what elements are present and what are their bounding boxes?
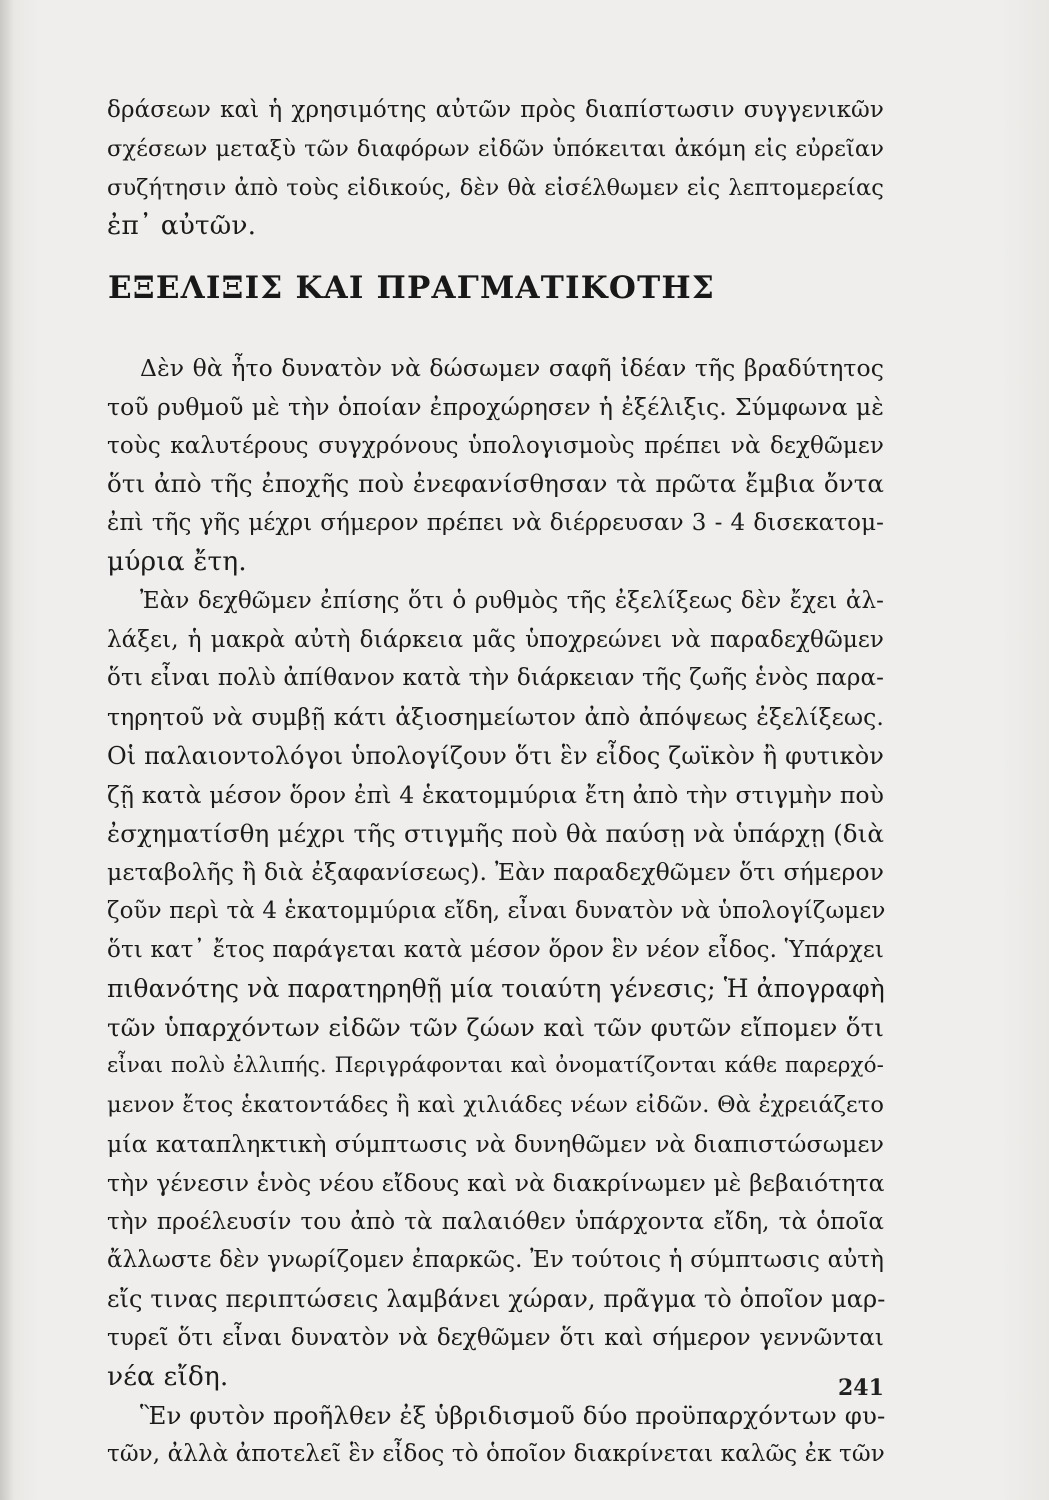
text-line: νέα εἴδη.: [107, 1360, 229, 1392]
text-line: τῶν, ἀλλὰ ἀποτελεῖ ἓν εἶδος τὸ ὁποῖον διακρίνεται καλῶς ἐκ τῶν: [107, 1441, 885, 1468]
text-line: Δὲν θὰ ἦτο δυνατὸν νὰ δώσωμεν σαφῆ ἰδέαν τῆς βραδύτητος: [140, 354, 884, 382]
text-line: ἐσχηματίσθη μέχρι τῆς στιγμῆς ποὺ θὰ παύσῃ νὰ ὑπάρχῃ (διὰ: [107, 818, 884, 848]
text-line: μία καταπληκτικὴ σύμπτωσις νὰ δυνηθῶμεν νὰ διαπιστώσωμεν: [107, 1129, 884, 1158]
page-edge-shadow: [0, 0, 14, 1500]
text-line: δράσεων καὶ ἡ χρησιμότης αὐτῶν πρὸς διαπίστωσιν συγγενικῶν: [107, 97, 884, 123]
text-line: λάξει, ἡ μακρὰ αὐτὴ διάρκεια μᾶς ὑποχρεώνει νὰ παραδεχθῶμεν: [107, 626, 884, 653]
text-line: ζοῦν περὶ τὰ 4 ἑκατομμύρια εἴδη, εἶναι δυνατὸν νὰ ὑπολογίζωμεν: [107, 898, 886, 925]
text-line: ὅτι ἀπὸ τῆς ἐποχῆς ποὺ ἐνεφανίσθησαν τὰ πρῶτα ἔμβια ὄντα: [107, 469, 884, 499]
text-line: ἐπ᾽ αὐτῶν.: [107, 210, 257, 242]
text-line: τὴν γένεσιν ἑνὸς νέου εἴδους καὶ νὰ διακρίνωμεν μὲ βεβαιότητα: [107, 1168, 885, 1197]
text-line: τοῦ ρυθμοῦ μὲ τὴν ὁποίαν ἐπροχώρησεν ἡ ἐξέλιξις. Σύμφωνα μὲ: [107, 392, 884, 421]
text-line: μενον ἔτος ἑκατοντάδες ἢ καὶ χιλιάδες νέων εἰδῶν. Θὰ ἐχρειάζετο: [107, 1092, 884, 1119]
text-line: τηρητοῦ νὰ συμβῇ κάτι ἀξιοσημείωτον ἀπὸ ἀπόψεως ἐξελίξεως.: [107, 703, 884, 732]
text-line: τῶν ὑπαρχόντων εἰδῶν τῶν ζώων καὶ τῶν φυτῶν εἴπομεν ὅτι: [107, 1012, 884, 1042]
text-line: Οἱ παλαιοντολόγοι ὑπολογίζουν ὅτι ἓν εἶδος ζωϊκὸν ἢ φυτικὸν: [107, 741, 884, 770]
text-line: εἶναι πολὺ ἐλλιπής. Περιγράφονται καὶ ὀνοματίζονται κάθε παρερχό-: [107, 1053, 884, 1079]
text-line: σχέσεων μεταξὺ τῶν διαφόρων εἰδῶν ὑπόκειται ἀκόμη εἰς εὐρεῖαν: [107, 135, 884, 162]
text-line: Ἓν φυτὸν προῆλθεν ἐξ ὑβριδισμοῦ δύο προϋπαρχόντων φυ-: [140, 1400, 886, 1430]
body-text: [107, 349, 884, 1474]
text-line: πιθανότης νὰ παρατηρηθῇ μία τοιαύτη γένεσις; Ἡ ἀπογραφὴ: [107, 973, 885, 1003]
text-line: εἴς τινας περιπτώσεις λαμβάνει χώραν, πρᾶγμα τὸ ὁποῖον μαρ-: [107, 1285, 886, 1314]
text-line: ὅτι κατ᾽ ἔτος παράγεται κατὰ μέσον ὅρον ἓν νέον εἶδος. Ὑπάρχει: [107, 936, 884, 963]
text-line: ὅτι εἶναι πολὺ ἀπίθανον κατὰ τὴν διάρκειαν τῆς ζωῆς ἑνὸς παρα-: [107, 665, 884, 692]
text-line: ἐπὶ τῆς γῆς μέχρι σήμερον πρέπει νὰ διέρρευσαν 3 - 4 δισεκατομ-: [107, 510, 884, 537]
text-line: μεταβολῆς ἢ διὰ ἐξαφανίσεως). Ἐὰν παραδεχθῶμεν ὅτι σήμερον: [107, 858, 884, 887]
text-line: ἄλλωστε δὲν γνωρίζομεν ἐπαρκῶς. Ἐν τούτοις ἡ σύμπτωσις αὐτὴ: [107, 1247, 884, 1274]
text-line: μύρια ἔτη.: [107, 545, 247, 577]
text-line: τυρεῖ ὅτι εἶναι δυνατὸν νὰ δεχθῶμεν ὅτι καὶ σήμερον γεννῶνται: [107, 1324, 884, 1351]
text-line: τοὺς καλυτέρους συγχρόνους ὑπολογισμοὺς πρέπει νὰ δεχθῶμεν: [107, 432, 884, 459]
text-line: ζῇ κατὰ μέσον ὅρον ἐπὶ 4 ἑκατομμύρια ἔτη ἀπὸ τὴν στιγμὴν ποὺ: [107, 780, 884, 809]
text-line: τὴν προέλευσίν του ἀπὸ τὰ παλαιόθεν ὑπάρχοντα εἴδη, τὰ ὁποῖα: [107, 1208, 884, 1235]
text-line: συζήτησιν ἀπὸ τοὺς εἰδικούς, δὲν θὰ εἰσέλθωμεν εἰς λεπτομερείας: [107, 174, 884, 201]
page-number: 241: [838, 1375, 884, 1401]
text-line: Ἐὰν δεχθῶμεν ἐπίσης ὅτι ὁ ρυθμὸς τῆς ἐξελίξεως δὲν ἔχει ἀλ-: [140, 587, 884, 614]
section-heading: ΕΞΕΛΙΞΙΣ ΚΑΙ ΠΡΑΓΜΑΤΙΚΟΤΗΣ: [108, 270, 715, 306]
intro-paragraph: [107, 91, 884, 246]
